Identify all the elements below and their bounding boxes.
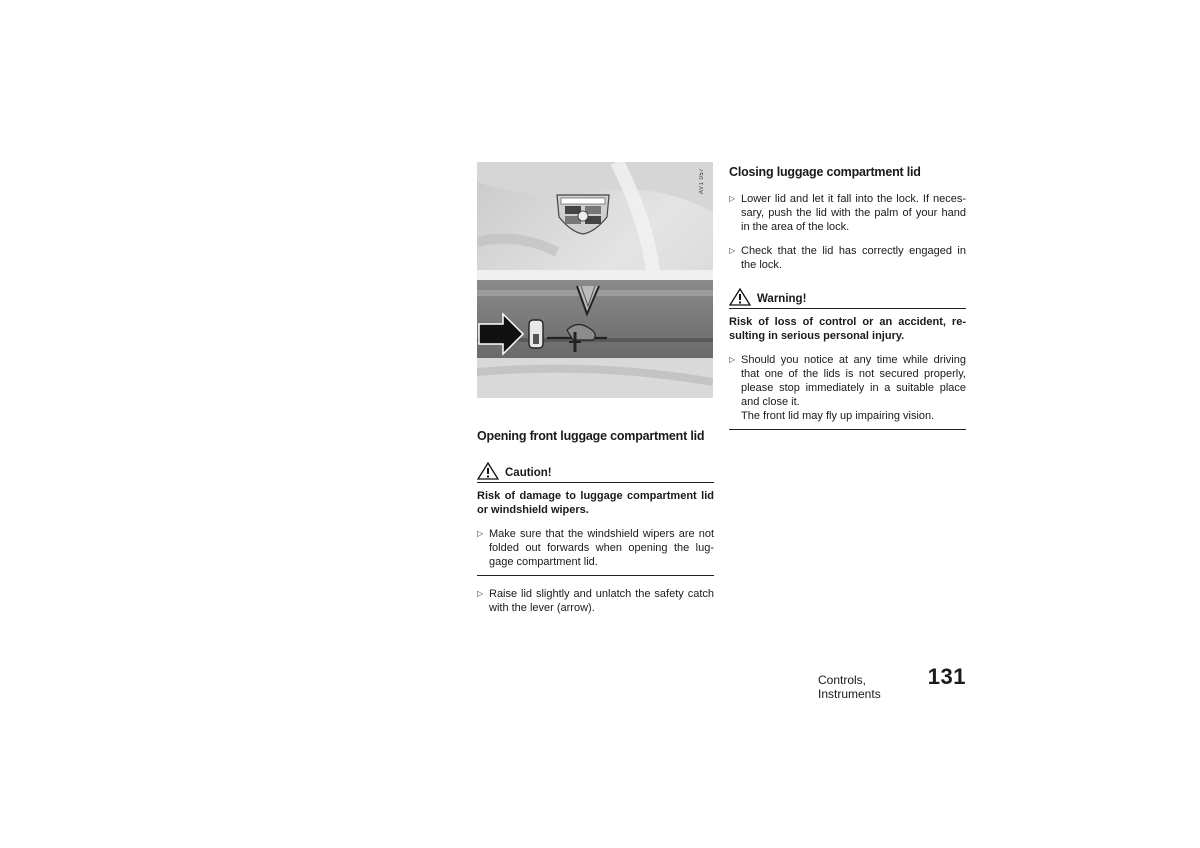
list-item-text [741,353,966,423]
list-item [729,192,966,234]
list-item-text: Raise lid slightly and unlatch the safety catch with the lever (arrow). [489,588,714,614]
list-item [729,244,966,272]
page-number: 131 [927,664,966,689]
warning-text: Risk of loss of control or an accident, re-sulting in serious personal injury. [729,316,966,342]
triangle-right-icon: ▷ [477,589,484,598]
triangle-right-icon: ▷ [729,246,736,255]
warning-triangle-icon [477,462,499,480]
caution-text: Risk of damage to luggage compartment lid or windshield wipers. [477,490,714,516]
list-item-text: Make sure that the windshield wipers are not folded out forwards when opening the lug-gage compartment lid. [489,528,714,568]
warning-header [729,288,966,309]
figure-luggage-lid [477,162,713,398]
section-heading-opening: Opening front luggage compartment lid [477,429,705,443]
left-column [477,162,714,615]
warning-label: Warning! [757,293,807,305]
figure-code: AV1 057 [699,168,705,195]
list-item-note: The front lid may fly up impairing vision. [741,410,935,422]
divider [729,429,966,430]
warning-triangle-icon [729,288,751,306]
list-item [477,527,714,569]
triangle-right-icon: ▷ [729,355,736,364]
section-name: Controls, Instruments [818,673,881,701]
right-column [729,162,966,430]
page-footer [818,664,966,701]
triangle-right-icon: ▷ [729,194,736,203]
list-item-text: Check that the lid has correctly engaged in the lock. [741,245,966,271]
caution-header [477,462,714,483]
car-front-illustration [477,162,713,398]
triangle-right-icon: ▷ [477,529,484,538]
list-item-main: Should you notice at any time while driving that one of the lids is not secured properly, please stop immediately in a suitable place and close it. [741,354,966,408]
caution-label: Caution! [505,467,552,479]
section-heading-closing: Closing luggage compartment lid [729,165,921,179]
list-item [477,587,714,615]
list-item [729,353,966,423]
divider [477,575,714,576]
list-item-text: Lower lid and let it fall into the lock. If neces-sary, push the lid with the palm of your hand in the area of the lock. [741,193,966,233]
